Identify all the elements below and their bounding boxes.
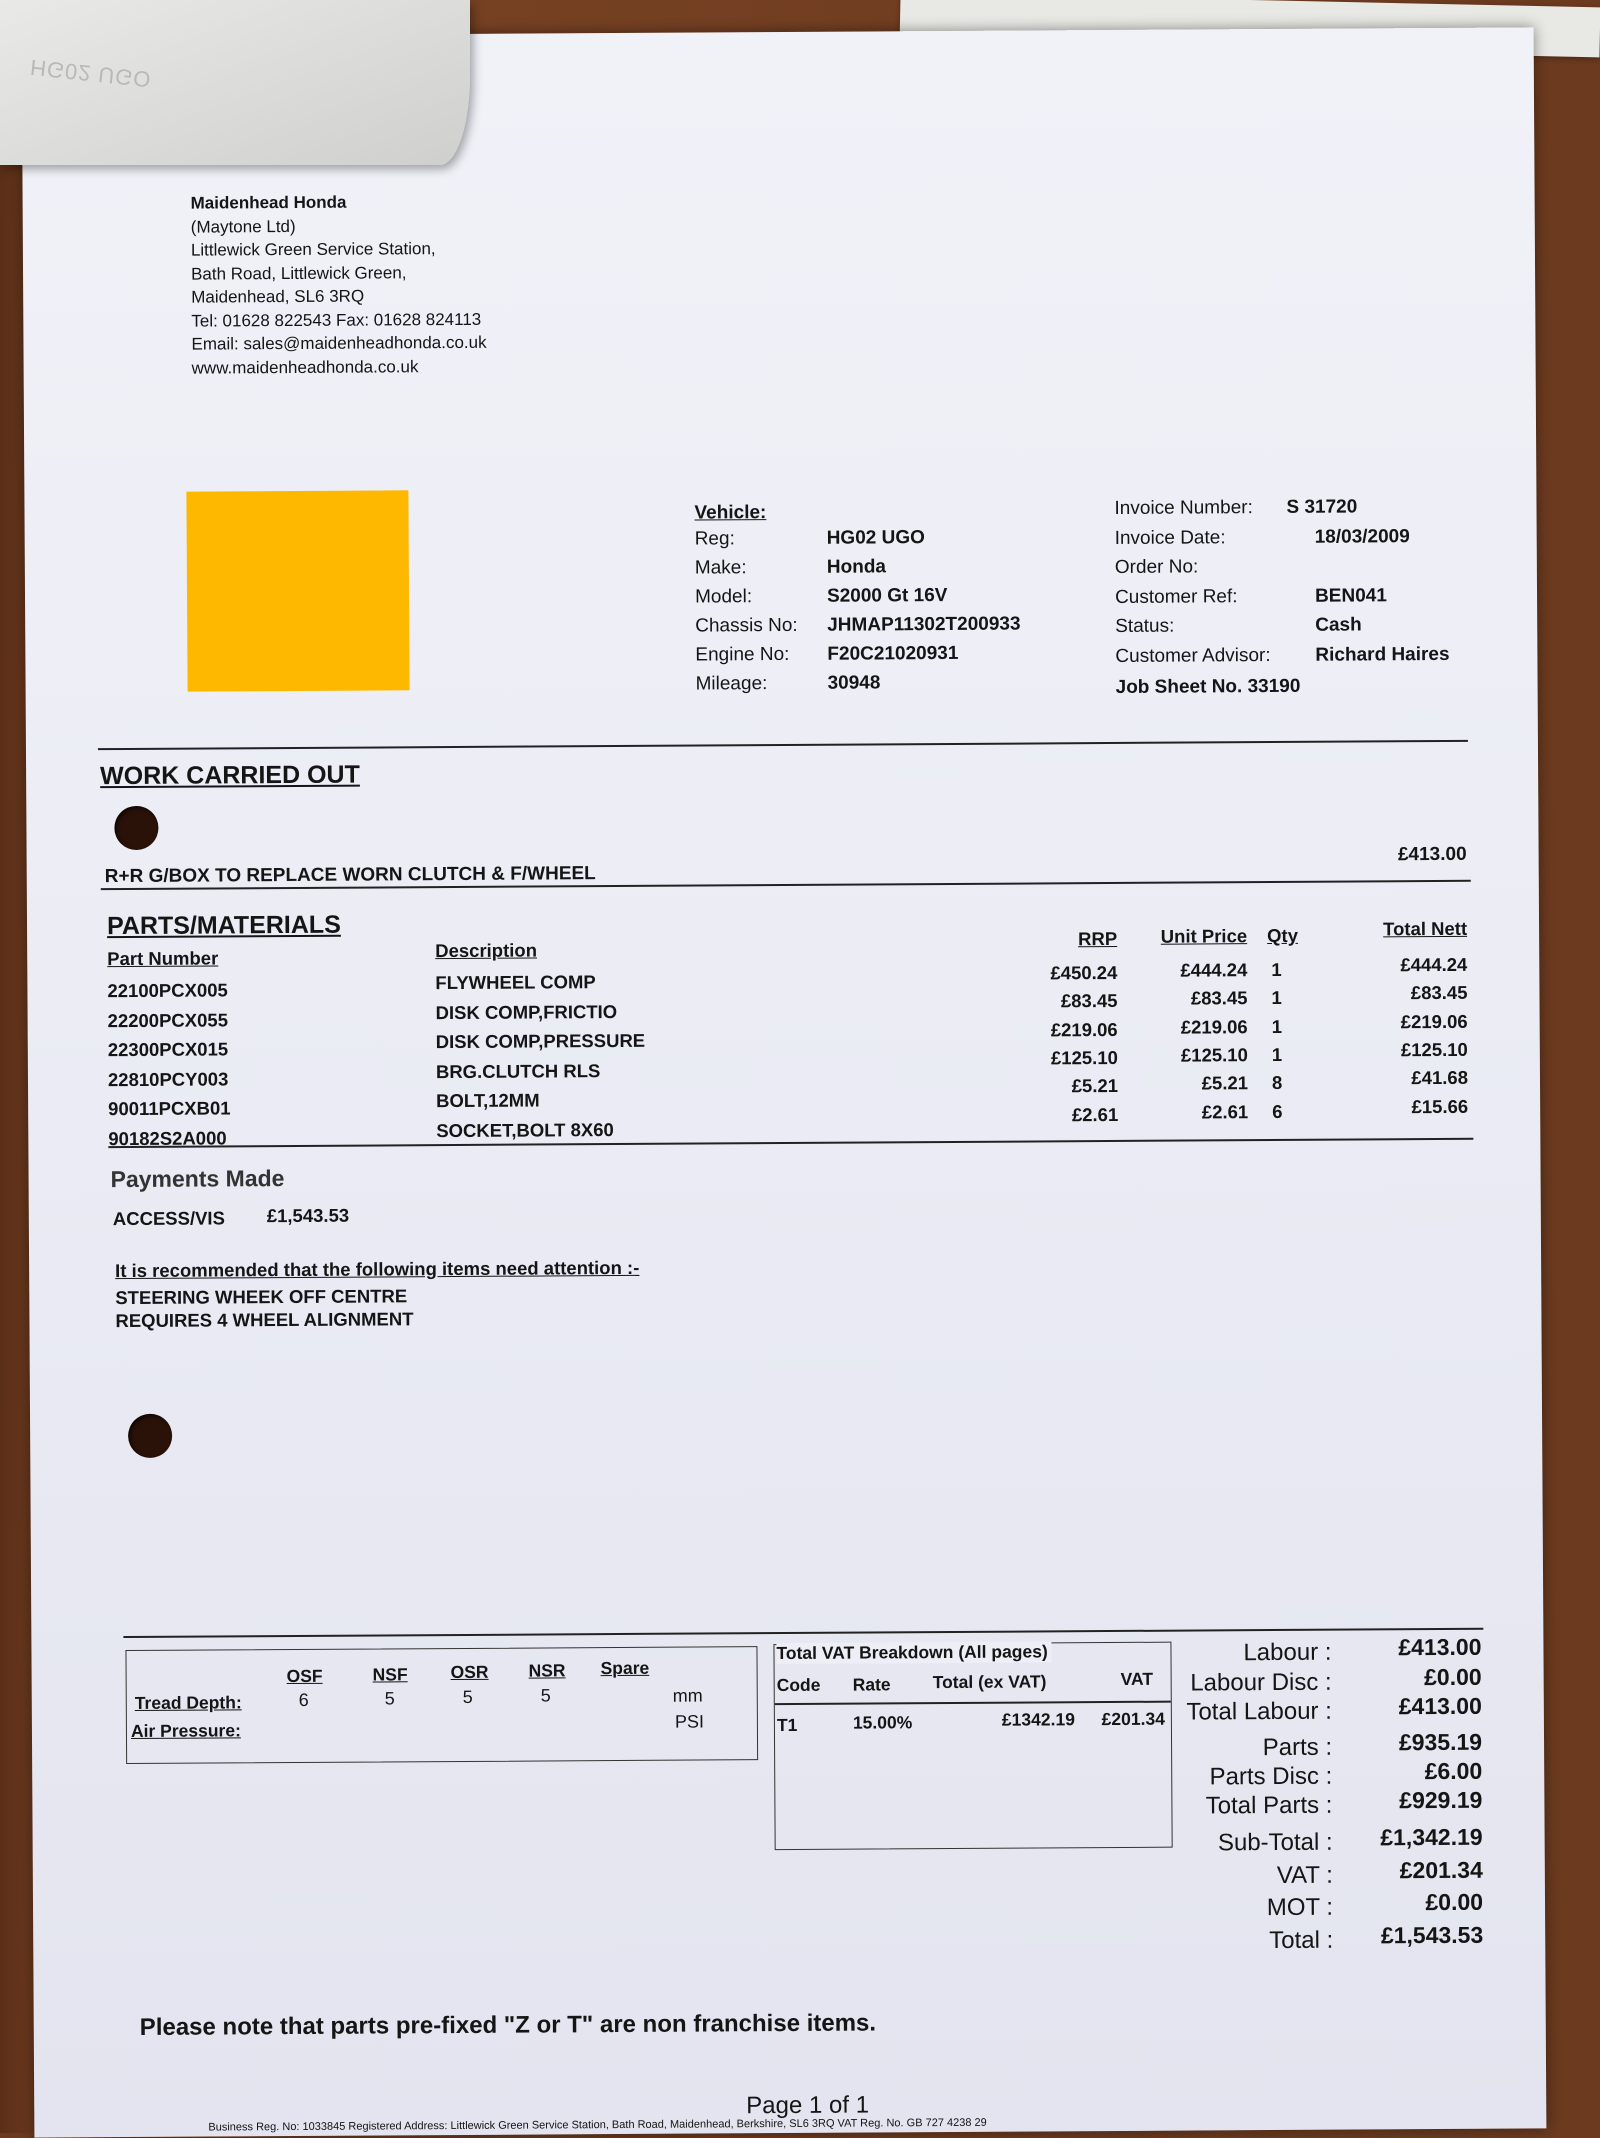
recommend-heading: It is recommended that the following items need attention :- [115, 1256, 640, 1282]
tyre-col-header: NSR [528, 1659, 566, 1681]
invoice-field-label: Invoice Number: [1114, 497, 1253, 519]
total-label: VAT : [1276, 1861, 1333, 1890]
part-total-cell: £125.10 [1400, 1038, 1468, 1061]
total-value: £1,543.53 [1380, 1921, 1484, 1949]
part-number-cell: 22100PCX005 [107, 979, 228, 1002]
vehicle-field-row [695, 642, 1115, 674]
part-total-cell: £219.06 [1400, 1010, 1468, 1032]
vehicle-field-value: 30948 [827, 672, 881, 694]
dealer-email: Email: sales@maidenheadhonda.co.uk [191, 332, 487, 354]
payment-method: ACCESS/VIS [112, 1207, 225, 1230]
part-unit-price-cell: £125.10 [1180, 1044, 1248, 1066]
part-number-cell: 22810PCY003 [107, 1067, 229, 1090]
part-rrp-cell: £83.45 [1060, 990, 1118, 1012]
vehicle-field-row [695, 555, 1115, 587]
recommend-list [115, 1284, 413, 1332]
punch-hole [128, 1414, 172, 1458]
vehicle-field-row [695, 613, 1115, 645]
total-value: £413.00 [1398, 1633, 1482, 1661]
total-label: Labour Disc : [1190, 1668, 1332, 1697]
tyre-info-box [125, 1646, 758, 1764]
parts-heading: PARTS/MATERIALS [106, 910, 341, 941]
vehicle-field-label: Make: [694, 557, 747, 579]
total-value: £929.19 [1399, 1786, 1483, 1814]
invoice-field-value: Cash [1315, 614, 1362, 636]
invoice-field-value: Richard Haires [1315, 643, 1450, 666]
redaction-block [186, 490, 409, 691]
invoice-field-value: BEN041 [1314, 584, 1387, 607]
part-rrp-cell: £2.61 [1071, 1103, 1119, 1125]
dealer-address-line: Bath Road, Littlewick Green, [190, 262, 407, 284]
col-unit-price: Unit Price [1160, 925, 1248, 947]
invoice-field-row [1115, 643, 1515, 675]
part-rrp-cell: £450.24 [1050, 961, 1118, 984]
tyre-col-header: OSF [286, 1665, 323, 1687]
vehicle-heading: Vehicle: [694, 502, 767, 524]
part-unit-price-cell: £83.45 [1190, 987, 1248, 1009]
recommend-item: REQUIRES 4 WHEEL ALIGNMENT [115, 1308, 414, 1332]
vat-col-rate: Rate [852, 1674, 891, 1695]
vat-breakdown-box [773, 1642, 1172, 1850]
vehicle-field-label: Mileage: [695, 673, 768, 695]
page-number: Page 1 of 1 [746, 2091, 870, 2120]
part-qty-cell: 1 [1271, 958, 1282, 981]
part-rrp-cell: £219.06 [1050, 1018, 1118, 1040]
invoice-field-label: Order No: [1114, 556, 1199, 578]
part-unit-price-cell: £444.24 [1180, 959, 1248, 981]
col-total-nett: Total Nett [1383, 917, 1468, 940]
total-value: £413.00 [1398, 1692, 1482, 1720]
part-description-cell: BRG.CLUTCH RLS [435, 1059, 601, 1082]
bleed-through-text: HG02 UGO [28, 54, 153, 93]
tread-unit: mm [672, 1685, 703, 1706]
total-label: Parts Disc : [1209, 1762, 1333, 1791]
part-description-cell: DISK COMP,PRESSURE [435, 1029, 646, 1053]
work-amount: £413.00 [1397, 843, 1467, 866]
part-rrp-cell: £5.21 [1071, 1075, 1119, 1097]
payments-heading: Payments Made [110, 1165, 285, 1193]
work-heading: WORK CARRIED OUT [100, 760, 360, 791]
part-description-cell: BOLT,12MM [436, 1089, 540, 1112]
vat-col-vat: VAT [1120, 1668, 1154, 1689]
part-total-cell: £15.66 [1411, 1095, 1469, 1117]
part-number-cell: 90182S2A000 [108, 1126, 227, 1149]
work-description: R+R G/BOX TO REPLACE WORN CLUTCH & F/WHEEL [104, 863, 596, 888]
part-total-cell: £83.45 [1410, 982, 1468, 1004]
vat-col-total: Total (ex VAT) [932, 1671, 1047, 1693]
footer-business-reg: Business Reg. No: 1033845 Registered Address: Littlewick Green Service Station, Bath Road, Maidenhead, Berkshire, SL6 3RQ VAT Reg. No. GB 727 4238 29 [208, 2116, 987, 2134]
total-label: Total Parts : [1205, 1791, 1333, 1820]
vat-header-divider [775, 1701, 1171, 1705]
vat-row-total: £1342.19 [1001, 1709, 1075, 1730]
folded-paper-corner [0, 0, 470, 165]
vat-row-code: T1 [776, 1714, 798, 1736]
invoice-field-row [1115, 555, 1515, 587]
part-qty-cell: 1 [1271, 1043, 1283, 1065]
dealer-website: www.maidenheadhonda.co.uk [191, 356, 419, 378]
dealer-name: Maidenhead Honda [190, 192, 347, 213]
invoice-field-row [1115, 584, 1515, 616]
part-total-cell: £41.68 [1411, 1067, 1469, 1089]
part-number-cell: 90011PCXB01 [108, 1097, 231, 1120]
invoice-info-section [1114, 496, 1515, 699]
col-rrp: RRP [1078, 927, 1118, 950]
tyre-col-header: NSF [372, 1663, 408, 1685]
part-qty-cell: 8 [1271, 1072, 1283, 1094]
divider-line [98, 740, 1468, 750]
punch-hole [114, 806, 158, 850]
vehicle-field-row [695, 584, 1115, 616]
tread-depth-label: Tread Depth: [134, 1692, 242, 1713]
total-label: Total Labour : [1186, 1697, 1332, 1726]
total-label: Total : [1269, 1926, 1334, 1955]
divider-line [123, 1628, 1483, 1638]
total-label: Labour : [1243, 1638, 1332, 1667]
col-part-number: Part Number [107, 947, 219, 970]
total-label: Sub-Total : [1217, 1828, 1333, 1857]
vehicle-field-row [695, 526, 1115, 558]
part-unit-price-cell: £219.06 [1180, 1015, 1248, 1038]
vehicle-field-label: Chassis No: [695, 614, 798, 637]
tread-value: 5 [462, 1686, 473, 1707]
part-description-cell: SOCKET,BOLT 8X60 [436, 1118, 614, 1141]
col-qty: Qty [1267, 924, 1299, 947]
total-value: £1,342.19 [1380, 1823, 1483, 1851]
vat-row-rate: 15.00% [852, 1712, 913, 1733]
vehicle-field-label: Model: [694, 586, 753, 608]
tread-value: 6 [298, 1689, 309, 1710]
invoice-field-value: S 31720 [1286, 496, 1358, 518]
invoice-field-row [1115, 525, 1515, 557]
part-total-cell: £444.24 [1400, 953, 1468, 976]
invoice-field-label: Invoice Date: [1114, 526, 1226, 549]
payment-amount: £1,543.53 [266, 1204, 350, 1227]
tyre-col-header: OSR [450, 1661, 489, 1683]
invoice-field-label: Customer Ref: [1114, 585, 1238, 608]
job-sheet-number: Job Sheet No. 33190 [1115, 675, 1301, 698]
dealer-header [191, 190, 487, 380]
total-label: Parts : [1262, 1733, 1333, 1762]
vehicle-field-value: F20C21020931 [827, 642, 959, 665]
vehicle-field-row [696, 671, 1116, 703]
dealer-address-line: Maidenhead, SL6 3RQ [191, 286, 365, 307]
invoice-field-row [1114, 496, 1514, 528]
part-unit-price-cell: £2.61 [1201, 1100, 1249, 1122]
part-number-cell: 22300PCX015 [107, 1038, 229, 1061]
dealer-phone: Tel: 01628 822543 Fax: 01628 824113 [191, 309, 482, 331]
total-value: £935.19 [1398, 1728, 1483, 1756]
total-value: £6.00 [1424, 1757, 1483, 1785]
pressure-unit: PSI [674, 1711, 704, 1732]
vehicle-field-value: S2000 Gt 16V [826, 584, 948, 607]
part-qty-cell: 1 [1271, 1015, 1283, 1037]
col-description: Description [435, 939, 538, 962]
total-value: £0.00 [1424, 1663, 1482, 1691]
tread-value: 5 [540, 1685, 551, 1706]
invoice-field-label: Customer Advisor: [1115, 644, 1271, 667]
tread-value: 5 [384, 1688, 395, 1709]
recommend-item: STEERING WHEEK OFF CENTRE [115, 1285, 408, 1309]
non-franchise-note: Please note that parts pre-fixed "Z or T" are non franchise items. [139, 2009, 877, 2041]
vehicle-field-label: Reg: [694, 528, 735, 550]
dealer-company: (Maytone Ltd) [190, 216, 296, 237]
invoice-field-row [1115, 614, 1515, 646]
tyre-col-header: Spare [600, 1657, 650, 1679]
vehicle-field-value: Honda [826, 556, 887, 578]
part-qty-cell: 1 [1271, 987, 1282, 1009]
vat-row-vat: £201.34 [1101, 1708, 1165, 1730]
total-value: £0.00 [1425, 1888, 1484, 1916]
part-rrp-cell: £125.10 [1050, 1046, 1118, 1069]
part-unit-price-cell: £5.21 [1201, 1072, 1249, 1094]
air-pressure-label: Air Pressure: [130, 1720, 241, 1742]
part-description-cell: FLYWHEEL COMP [435, 971, 596, 994]
total-value: £201.34 [1399, 1856, 1483, 1884]
vehicle-field-label: Engine No: [695, 643, 790, 666]
part-description-cell: DISK COMP,FRICTIO [435, 1000, 618, 1023]
vat-col-code: Code [776, 1674, 821, 1696]
vehicle-field-value: JHMAP11302T200933 [827, 613, 1021, 636]
vehicle-field-value: HG02 UGO [826, 527, 925, 549]
invoice-paper [22, 27, 1547, 2137]
vat-title: Total VAT Breakdown (All pages) [776, 1641, 1051, 1664]
dealer-address-line: Littlewick Green Service Station, [190, 239, 436, 260]
total-label: MOT : [1266, 1893, 1334, 1922]
invoice-field-label: Status: [1115, 615, 1175, 637]
divider-line [108, 1138, 1473, 1148]
part-qty-cell: 6 [1272, 1100, 1283, 1122]
invoice-field-value: 18/03/2009 [1314, 525, 1410, 548]
vehicle-section [694, 500, 1115, 703]
part-number-cell: 22200PCX055 [107, 1008, 229, 1031]
